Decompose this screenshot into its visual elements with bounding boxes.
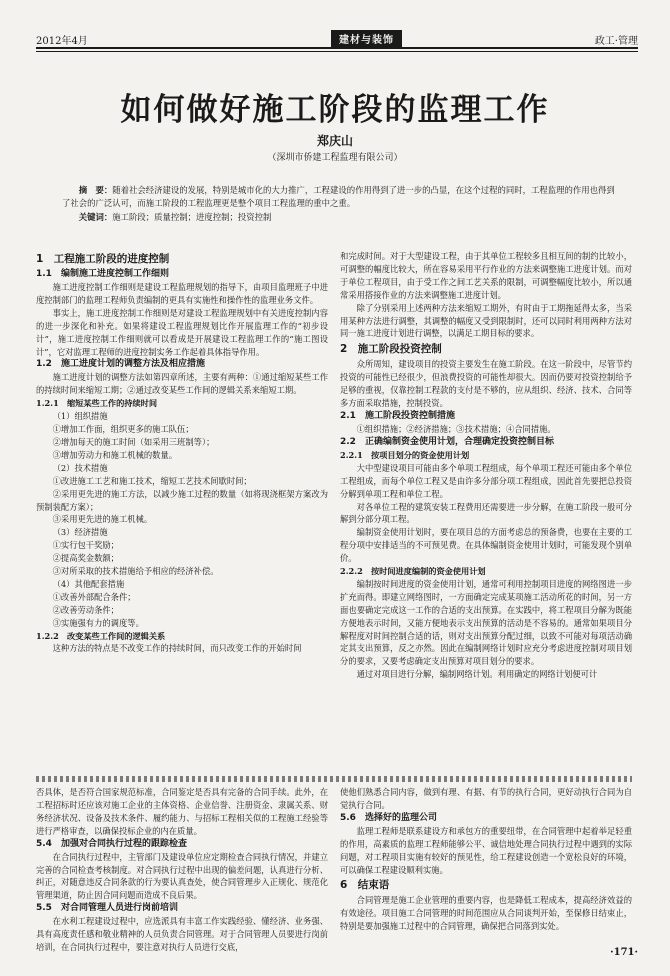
paragraph-continued: 否具体，是否符合国家规范标准，合同鉴定是否具有完备的合同手续。此外，在工程招标时还应该对施工企业的主体资格、企业信誉、注册资金、隶属关系、财务经济状况、设备及技术条件、履约能力、与招标工程相关似的工程施工经验等进行严格审查，以确保投标企业的内在质量。 [36, 787, 328, 836]
paragraph-continued: 使他们熟悉合同内容，做到有理、有据、有节的执行合同，更好动执行合同为自觉执行合同。 [340, 787, 632, 810]
paragraph: 监理工程师是联系建设方和承包方的重要纽带，在合同管理中起着举足轻重的作用，高素质的监理工程师能够公平、诚信地处理合同执行过程中遇到的实际问题，对工程项目实施有较好的预见性，给工程建设创造一个宽松良好的环境，可以确保工程建设顺利实施。 [340, 825, 632, 875]
paragraph: 这种方法的特点是不改变工作的持续时间，而只改变工作的开始时间 [52, 643, 302, 654]
paragraph: 在合同执行过程中，主管部门及建设单位应定期检查合同执行情况，并建立完善的合同检查考核制度。对合同执行过程中出现的偏差问题，认真进行分析、纠正，对随意违反合同条款的行为要认真查处，使合同管理步入正规化、规范化管理渠道，防止因合同问题而造成不良后果。 [36, 851, 328, 901]
abstract-text: 随着社会经济建设的发展，特别是城市化的大力推广，工程建设的作用得到了进一步的凸显，在这个过程的同时，工程监理的作用也得到了社会的广泛认可，而施工阶段的工程监理更是整个项目工程监理的重中之重。 [62, 185, 615, 208]
list-item: ①实行包干奖励； [52, 540, 119, 551]
paragraph-continued: 和完成时间。对于大型建设工程，由于其单位工程较多且相互间的制约比较小，可调整的幅度比较大，所在容易采用平行作业的方法来调整施工进度计划。而对于单位工程项目，由于受工作之间工艺关系的限制，可调整幅度比较小，所以通常采用搭接作业的方法来调整施工进度计划。 [340, 251, 632, 300]
paragraph: 众所周知，建设项目的投资主要发生在施工阶段。在这一阶段中，尽管节约投资的可能性已经很少，但浪费投资的可能性却很大。因而仍要对投资控制给予足够的重视，仅靠控制工程款的支付是不够的，应从组织、经济、技术、合同等多方面采取措施，控制投资。 [340, 359, 632, 409]
article-title: 如何做好施工阶段的监理工作 [120, 92, 550, 128]
header-date: 2012年4月 [36, 36, 88, 47]
author-name: 郑庆山 [316, 134, 353, 148]
keywords-label: 关键词： [78, 212, 113, 222]
section-heading: 6 结束语 [340, 879, 390, 892]
header-rule [36, 47, 638, 49]
paragraph: 对各单位工程的建筑安装工程费用还需要进一步分解，在施工阶段一般可分解到分部分项工程。 [340, 501, 632, 525]
list-item: ①改进施工工艺和施工技术，缩短工艺技术间歇时间； [52, 475, 252, 486]
paragraph: 大中型建设项目可能由多个单项工程组成，每个单项工程还可能由多个单位工程组成，而每个单位工程又是由许多分部分项工程组成，因此首先要把总投资分解到单项工程和单位工程。 [340, 462, 632, 499]
column-left-bottom [36, 786, 328, 954]
list-item: ①增加工作面，组织更多的施工队伍； [52, 424, 194, 435]
subsubsection-heading: 1.2.2 改变某些工作间的逻辑关系 [36, 630, 166, 641]
column-left-top [36, 250, 328, 655]
page-number: ·171· [610, 947, 638, 958]
column-right-bottom [340, 786, 632, 933]
subsection-heading: 2.1 施工阶段投资控制措施 [340, 410, 455, 421]
paragraph: 除了分别采用上述两种方法来缩短工期外，有时由于工期拖延得太多，当采用某种方法进行调整，其调整的幅度又受到限制时，还可以同时利用两种方法对同一施工进度计划进行调整，以满足工期目标的要求。 [340, 302, 632, 339]
header-section: 政工·管理 [594, 36, 638, 47]
header-journal: 建材与装饰 [331, 30, 402, 47]
list-item: ③实施强有力的调度等。 [52, 617, 144, 628]
list-item: （1）组织措施 [52, 411, 108, 422]
paragraph: 通过对项目进行分解，编制网络计划。利用确定的网络计划便可计 [356, 669, 598, 680]
paragraph: 合同管理是施工企业管理的重要内容，也是降低工程成本，提高经济效益的有效途径。项目施工合同管理的时间范围应从合同谈判开始，至保修日结束止，特别是要加强施工过程中的合同管理，确保把合同落到实处。 [340, 895, 632, 932]
list-item: ②提高奖金数额； [52, 553, 119, 564]
subsection-heading: 5.4 加强对合同执行过程的跟踪检查 [36, 838, 187, 849]
list-item: ③增加劳动力和施工机械的数量。 [52, 449, 178, 460]
list-item: （2）技术措施 [52, 462, 108, 473]
author-affiliation: （深圳市侨建工程监理有限公司） [267, 153, 403, 163]
header-rule-thin [36, 51, 638, 52]
section-divider [36, 776, 632, 782]
paragraph: ①组织措施；②经济措施；③技术措施；④合同措施。 [356, 423, 556, 434]
list-item: ②增加每天的施工时间（如采用三班制等）； [52, 436, 215, 447]
subsection-heading: 1.1 编制施工进度控制工作细则 [36, 269, 169, 279]
list-item: （3）经济措施 [52, 527, 108, 538]
subsection-heading: 5.5 对合同管理人员进行岗前培训 [36, 903, 178, 914]
paragraph: 施工进度控制工作细则是建设工程监理规划的指导下，由项目监理班子中进度控制部门的监理工程师负责编制的更具有实施性和操作性的监理业务文件。 [36, 282, 328, 305]
section-heading: 1 工程施工阶段的进度控制 [36, 253, 170, 265]
subsection-heading: 1.2 施工进度计划的调整方法及相应措施 [36, 359, 205, 370]
paragraph: 编制按时间进度的资金使用计划，通常可利用控制项目进度的网络图进一步扩充而得。即建立网络图时，一方面确定完成某项施工活动所花的时间，另一方面也要确定完成这一工作的合适的支出预算。在实践中，将工程项目分解为既能方便地表示时间，又能方便地表示支出预算的活动是不容易的。通常如果项目分解程度对时间控制合适的话，则对支出预算分配过细，以致不可能对每项活动确定其支出预算，反之亦然。因此在编制网络计划时应充分考虑进度控制对项目划分的要求，又要考虑确定支出预算对项目划分的要求。 [340, 578, 632, 667]
subsubsection-heading: 2.2.2 按时间进度编制的资金使用计划 [340, 566, 486, 577]
paragraph: ②采用更先进的施工方法，以减少施工过程的数量（如将现浇框架方案改为预制装配方案）； [36, 488, 328, 512]
list-item: ③采用更先进的施工机械。 [52, 514, 153, 525]
subsubsection-heading: 2.2.1 按项目划分的资金使用计划 [340, 449, 470, 460]
paragraph: 编制资金使用计划时，要在项目总的方面考虑总的预备费，也要在主要的工程分项中安排适当的不可预见费。在具体编制资金使用计划时，可能发现个别单价。 [340, 527, 632, 564]
list-item: ②改善劳动条件； [52, 604, 119, 615]
subsubsection-heading: 1.2.1 缩短某些工作的持续时间 [36, 398, 158, 409]
list-item: ①改善外部配合条件； [52, 591, 136, 602]
keywords-text: 施工阶段；质量控制；进度控制；投资控制 [112, 212, 272, 222]
running-header [36, 30, 638, 46]
paragraph: 事实上，施工进度控制工作细则是对建设工程监理规划中有关进度控制内容的进一步深化和补充。如果将建设工程监理规划比作开展监理工作的“初步设计”，施工进度控制工作细则就可以看成是开展建设工程监理工作的“施工图设计”，它对监理工程师的进度控制实务工作起着具体指导作用。 [36, 307, 328, 357]
paragraph: 在水利工程建设过程中，应选派具有丰富工作实践经验、懂经济、业务强、具有高度责任感和敬业精神的人员负责合同管理。对于合同管理人员要进行岗前培训，在合同执行过程中，要注意对执行人员进行交底， [36, 916, 328, 953]
section-heading: 2 施工阶段投资控制 [340, 343, 442, 356]
paragraph: 施工进度计划的调整方法如第四章所述，主要有两种：①通过缩短某些工作的持续时间来缩短工期；②通过改变某些工作间的逻辑关系来缩短工期。 [36, 372, 328, 396]
column-right-top [340, 250, 632, 681]
keywords [62, 211, 622, 224]
list-item: ③对所采取的技术措施给予相应的经济补偿。 [52, 566, 219, 577]
subsection-heading: 2.2 正确编制资金使用计划，合理确定投资控制目标 [340, 436, 554, 447]
abstract [62, 184, 622, 210]
list-item: （4）其他配套措施 [52, 578, 125, 589]
abstract-label: 摘 要： [78, 185, 113, 195]
subsection-heading: 5.6 选择好的监理公司 [340, 812, 437, 823]
